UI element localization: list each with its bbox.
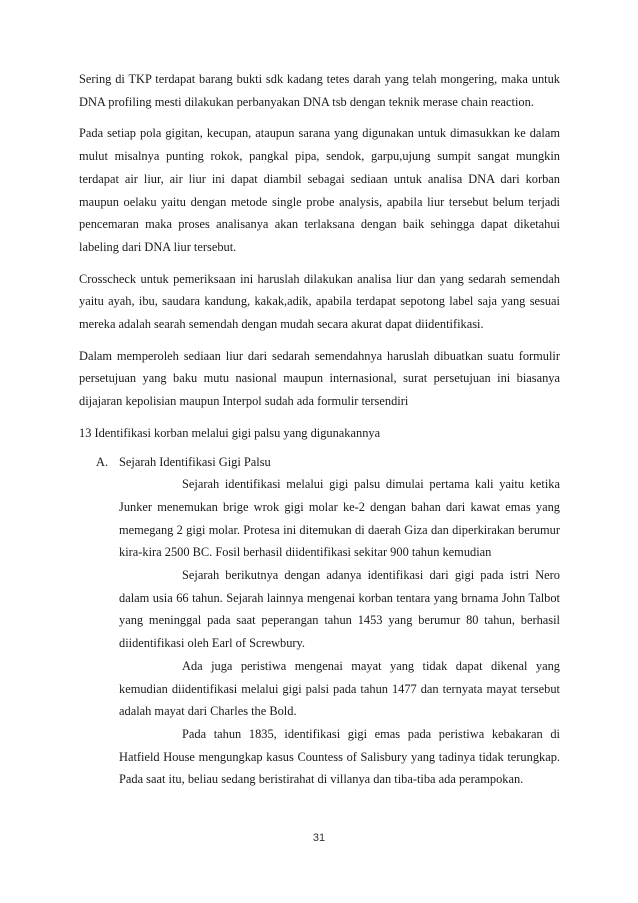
subsection-body xyxy=(96,473,560,791)
subsection-title-row xyxy=(96,451,560,474)
section-heading: 13 Identifikasi korban melalui gigi palsu yang digunakannya xyxy=(79,425,381,440)
paragraph-history-nero: Sejarah berikutnya dengan adanya identifikasi dari gigi pada istri Nero dalam usia 66 tahun. Sejarah lainnya mengenai korban tentara yang brnama John Talbot yang meninggal pada saat peperangan tahun 1453 yang berumur 80 tahun, berhasil diidentifikasi oleh Earl of Screwbury. xyxy=(119,568,560,651)
page-body xyxy=(79,68,560,791)
paragraph-history-junker: Sejarah identifikasi melalui gigi palsu dimulai pertama kali yaitu ketika Junker menemukan brige wrok gigi molar ke-2 dengan bahan dari kawat emas yang memegang 2 gigi molar. Protesa ini ditemukan di daerah Giza dan diperkirakan berumur kira-kira 2500 BC. Fosil berhasil diidentifikasi sekitar 900 tahun kemudian xyxy=(119,477,560,560)
paragraph-history-hatfield: Pada tahun 1835, identifikasi gigi emas pada peristiwa kebakaran di Hatfield House mengungkap kasus Countess of Salisbury yang tadinya tidak terungkap. Pada saat itu, beliau sedang beristirahat di villanya dan tiba-tiba ada perampokan. xyxy=(119,726,560,787)
paragraph-crosscheck: Crosscheck untuk pemeriksaan ini haruslah dilakukan analisa liur dan yang sedarah semendah yaitu ayah, ibu, saudara kandung, kakak,adik, apabila terdapat sepotong label saja yang sesuai mereka adalah searah semendah dengan mudah secara akurat dapat diidentifikasi. xyxy=(79,271,560,332)
paragraph-bite-marks: Pada setiap pola gigitan, kecupan, ataupun sarana yang digunakan untuk dimasukkan ke dalam mulut misalnya punting rokok, pangkal pipa, sendok, garpu,ujung sumpit sangat mungkin terdapat air liur, air liur ini dapat diambil sebagai sediaan untuk analisa DNA dari korban maupun oelaku yaitu dengan metode single probe analysis, apabila liur tersebut belum terjadi pencemaran maka proses analisanya akan terlaksana dengan baik sehingga dapat diketahui labeling dari DNA liur tersebut. xyxy=(79,126,560,254)
page-number: 31 xyxy=(312,832,326,844)
paragraph-dna-profiling: Sering di TKP terdapat barang bukti sdk kadang tetes darah yang telah mongering, maka untuk DNA profiling mesti dilakukan perbanyakan DNA tsb dengan teknik merase chain reaction. xyxy=(79,72,560,109)
paragraph-consent-form: Dalam memperoleh sediaan liur dari sedarah semendahnya haruslah dibuatkan suatu formulir persetujuan yang baku mutu nasional maupun internasional, surat persetujuan ini biasanya dijajaran kepolisian maupun Interpol sudah ada formulir tersendiri xyxy=(79,348,560,409)
paragraph-history-charles: Ada juga peristiwa mengenai mayat yang tidak dapat dikenal yang kemudian diidentifikasi melalui gigi palsi pada tahun 1477 dan ternyata mayat tersebut adalah mayat dari Charles the Bold. xyxy=(119,658,560,719)
subsection-marker: A. xyxy=(96,454,109,469)
subsection-title: Sejarah Identifikasi Gigi Palsu xyxy=(119,454,271,469)
subsection xyxy=(79,451,560,792)
